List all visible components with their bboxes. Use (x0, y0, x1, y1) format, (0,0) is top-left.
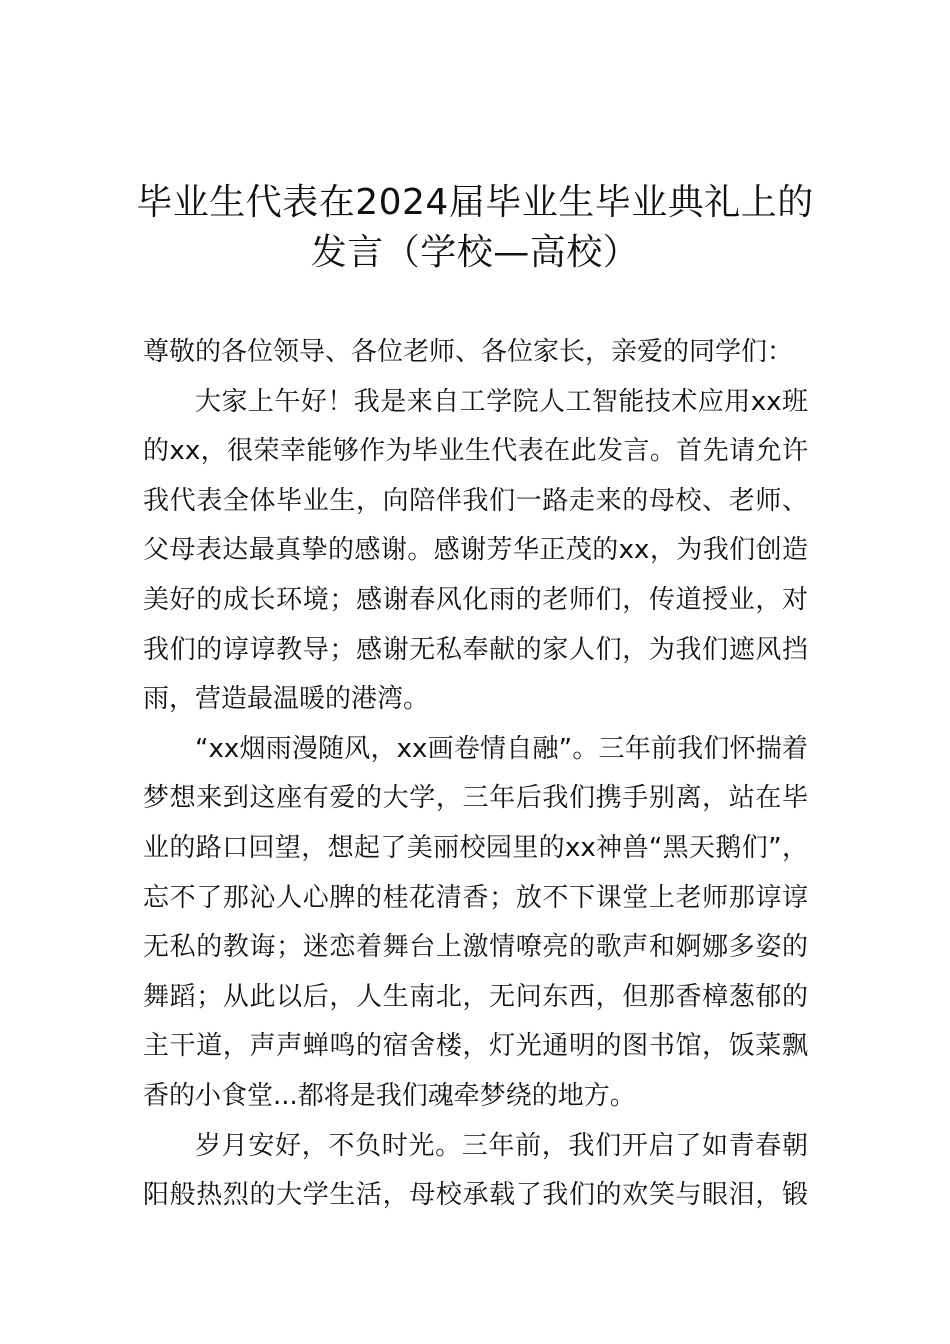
paragraph-line: 美好的成长环境；感谢春风化雨的老师们，传道授业，对 (143, 584, 808, 615)
paragraph-2 (143, 725, 808, 1122)
document-title (120, 178, 830, 278)
paragraph-line: 忘不了那沁人心脾的桂花清香；放不下课堂上老师那谆谆 (143, 882, 808, 913)
paragraph-line: 阳般热烈的大学生活，母校承载了我们的欢笑与眼泪，锻 (143, 1180, 808, 1211)
paragraph-line: 梦想来到这座有爱的大学，三年后我们携手别离，站在毕 (143, 783, 808, 814)
paragraph-line: 舞蹈；从此以后，人生南北，无问东西，但那香樟葱郁的 (143, 981, 808, 1012)
paragraph-3 (143, 1122, 808, 1221)
paragraph-line: 业的路口回望，想起了美丽校园里的xx神兽“黑天鹅们”， (143, 832, 808, 863)
paragraph-line: 父母表达最真挚的感谢。感谢芳华正茂的xx，为我们创造 (143, 535, 808, 566)
title-line-2: 发言（学校—高校） (310, 232, 640, 273)
salutation: 尊敬的各位领导、各位老师、各位家长，亲爱的同学们： (143, 337, 794, 367)
paragraph-line: 雨，营造最温暖的港湾。 (143, 684, 430, 715)
paragraph-line: 我代表全体毕业生，向陪伴我们一路走来的母校、老师、 (143, 485, 808, 516)
paragraph-line: 主干道，声声蝉鸣的宿舍楼，灯光通明的图书馆，饭菜飘 (143, 1031, 808, 1062)
paragraph-line: 我们的谆谆教导；感谢无私奉献的家人们，为我们遮风挡 (143, 634, 808, 665)
title-line-1: 毕业生代表在2024届毕业生毕业典礼上的 (136, 182, 814, 223)
paragraph-line: 无私的教诲；迷恋着舞台上激情嘹亮的歌声和婀娜多姿的 (143, 932, 808, 963)
paragraph-line: 的xx，很荣幸能够作为毕业生代表在此发言。首先请允许 (143, 436, 808, 467)
paragraph-line: 大家上午好！我是来自工学院人工智能技术应用xx班 (195, 386, 808, 417)
document-body (143, 328, 808, 1221)
paragraph-1 (143, 378, 808, 725)
paragraph-line: “xx烟雨漫随风，xx画卷情自融”。三年前我们怀揣着 (195, 733, 808, 764)
paragraph-line: 岁月安好，不负时光。三年前，我们开启了如青春朝 (195, 1130, 808, 1161)
paragraph-line: 香的小食堂...都将是我们魂牵梦绕的地方。 (143, 1080, 636, 1111)
